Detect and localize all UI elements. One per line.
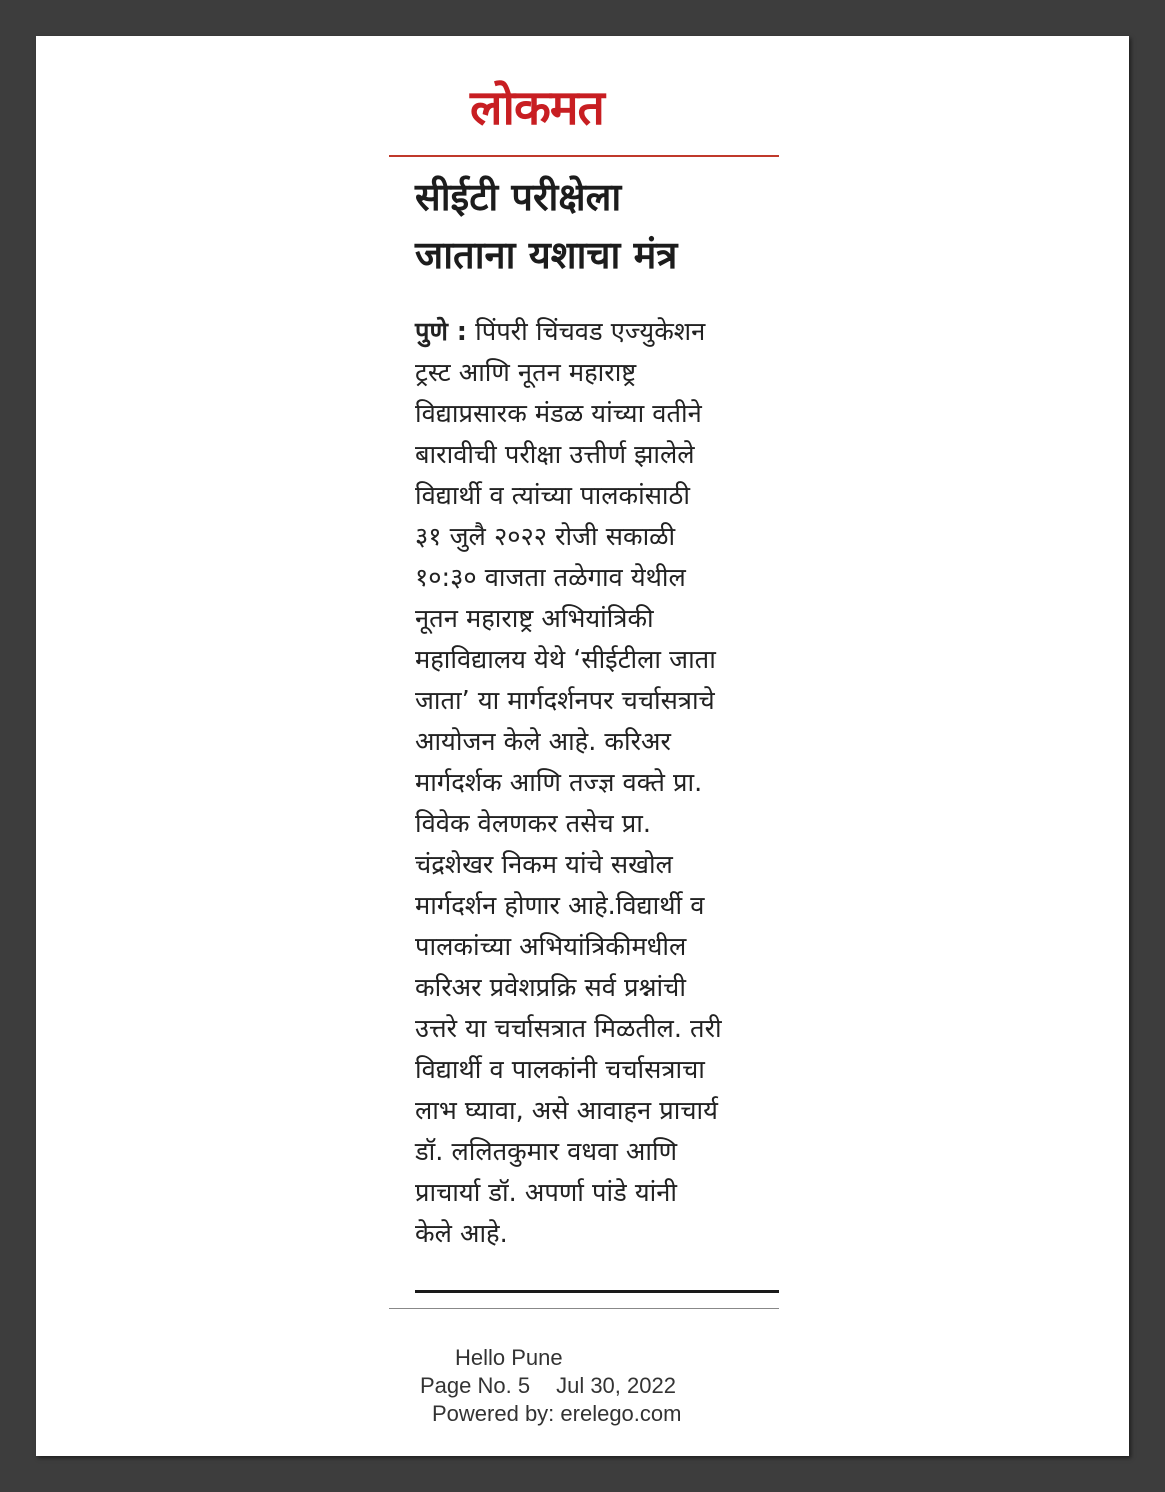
footer-divider [389,1308,779,1309]
lokmat-logo: लोकमत [470,80,604,136]
edition-name: Hello Pune [455,1345,563,1370]
body-line: ट्रस्ट आणि नूतन महाराष्ट्र [415,358,637,388]
body-line: आयोजन केले आहे. करिअर [415,727,671,757]
body-line: करिअर प्रवेशप्रक्रि सर्व प्रश्नांची [415,973,686,1003]
body-line: जाता’ या मार्गदर्शनपर चर्चासत्राचे [415,686,715,716]
headline-line-1: सीईटी परीक्षेला [415,175,622,219]
body-line: लाभ घ्यावा, असे आवाहन प्राचार्य [415,1096,718,1126]
body-line: डॉ. ललितकुमार वधवा आणि [415,1137,677,1167]
body-line: बारावीची परीक्षा उत्तीर्ण झालेले [415,440,695,470]
body-line: मार्गदर्शक आणि तज्ज्ञ वक्ते प्रा. [415,768,703,798]
body-line: चंद्रशेखर निकम यांचे सखोल [415,850,673,880]
page-number: Page No. 5 [420,1373,531,1398]
body-line [415,312,785,353]
body-line: नूतन महाराष्ट्र अभियांत्रिकी [415,604,654,634]
headline-line-2: जाताना यशाचा मंत्र [415,233,678,277]
body-line: मार्गदर्शन होणार आहे.विद्यार्थी व [415,891,705,921]
body-line: १०:३० वाजता तळेगाव येथील [415,563,686,593]
article-headline [415,168,785,284]
dateline: पुणे : [415,317,467,347]
publish-date: Jul 30, 2022 [556,1373,676,1398]
body-line: केले आहे. [415,1219,508,1249]
body-line: महाविद्यालय येथे ‘सीईटीला जाता [415,645,716,675]
page-info [420,1372,676,1400]
body-line: पालकांच्या अभियांत्रिकीमधील [415,932,687,962]
body-line: ३१ जुलै २०२२ रोजी सकाळी [415,522,676,552]
body-line: विवेक वेलणकर तसेच प्रा. [415,809,651,839]
body-line-text: पिंपरी चिंचवड एज्युकेशन [467,317,706,347]
body-line: विद्याप्रसारक मंडळ यांच्या वतीने [415,399,702,429]
body-line: उत्तरे या चर्चासत्रात मिळतील. तरी [415,1014,722,1044]
body-line: प्राचार्या डॉ. अपर्णा पांडे यांनी [415,1178,677,1208]
powered-by: Powered by: erelego.com [432,1401,682,1426]
body-line: विद्यार्थी व त्यांच्या पालकांसाठी [415,481,690,511]
article-body [415,312,785,1255]
article-end-rule [415,1290,779,1293]
body-line: विद्यार्थी व पालकांनी चर्चासत्राचा [415,1055,705,1085]
masthead-divider [389,155,779,157]
